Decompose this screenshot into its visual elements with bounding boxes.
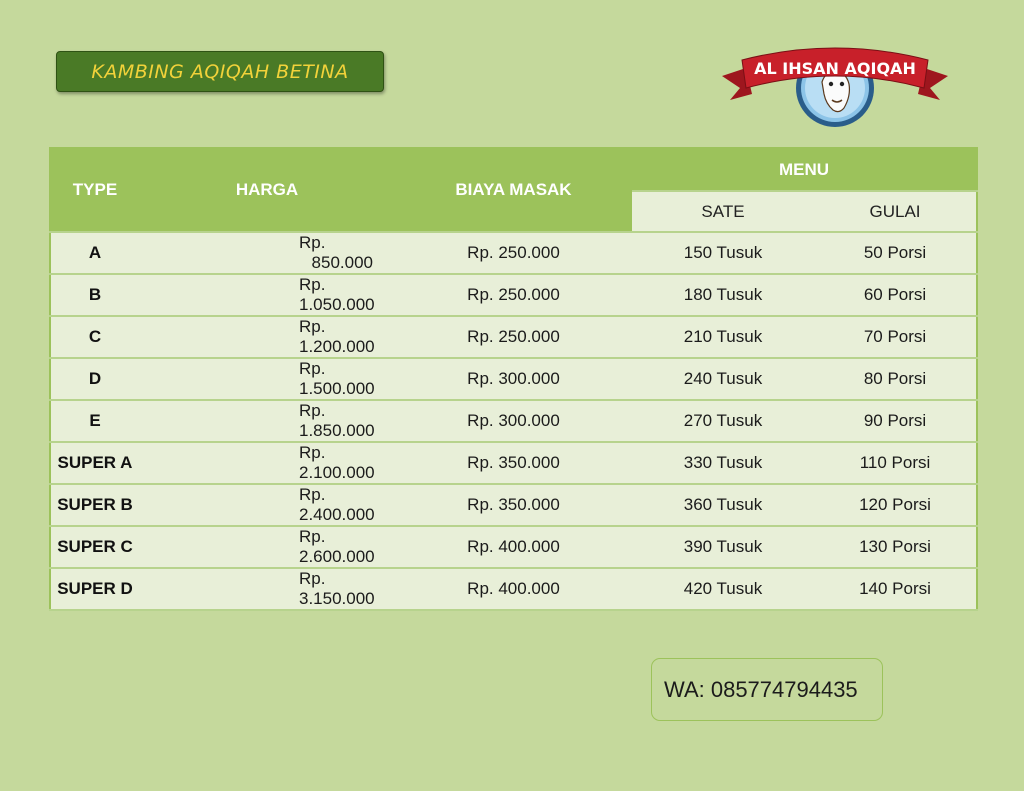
- page-title: KAMBING AQIQAH BETINA: [91, 60, 349, 83]
- cell-type: SUPER C: [50, 526, 139, 568]
- header-sate: SATE: [632, 191, 814, 232]
- cell-harga-currency: Rp.: [299, 485, 326, 504]
- header-type: TYPE: [50, 148, 139, 232]
- cell-type: SUPER A: [50, 442, 139, 484]
- cell-harga: [139, 442, 395, 484]
- cell-gulai: 60 Porsi: [814, 274, 977, 316]
- cell-biaya: Rp. 400.000: [395, 526, 632, 568]
- cell-harga-value: 850.000: [311, 253, 373, 272]
- cell-harga-currency: Rp.: [299, 275, 326, 294]
- cell-harga-currency: Rp.: [299, 359, 326, 378]
- cell-biaya: Rp. 350.000: [395, 442, 632, 484]
- cell-biaya: Rp. 250.000: [395, 232, 632, 274]
- cell-harga-value: 1.050.000: [299, 295, 375, 314]
- cell-gulai: 140 Porsi: [814, 568, 977, 610]
- cell-sate: 390 Tusuk: [632, 526, 814, 568]
- cell-harga-currency: Rp.: [299, 443, 326, 462]
- cell-gulai: 110 Porsi: [814, 442, 977, 484]
- cell-harga-value: 3.150.000: [299, 589, 375, 608]
- cell-gulai: 120 Porsi: [814, 484, 977, 526]
- goat-icon: [722, 34, 948, 130]
- table-body: [50, 232, 977, 610]
- cell-sate: 360 Tusuk: [632, 484, 814, 526]
- cell-harga-value: 1.200.000: [299, 337, 375, 356]
- logo-text: AL IHSAN AQIQAH: [754, 59, 916, 78]
- cell-type: C: [50, 316, 139, 358]
- cell-sate: 210 Tusuk: [632, 316, 814, 358]
- cell-sate: 150 Tusuk: [632, 232, 814, 274]
- cell-gulai: 80 Porsi: [814, 358, 977, 400]
- cell-harga: [139, 232, 395, 274]
- header-biaya-masak: BIAYA MASAK: [395, 148, 632, 232]
- cell-harga-value: 2.400.000: [299, 505, 375, 524]
- cell-harga: [139, 358, 395, 400]
- cell-harga-currency: Rp.: [299, 401, 326, 420]
- table-row: [50, 316, 977, 358]
- cell-gulai: 90 Porsi: [814, 400, 977, 442]
- cell-biaya: Rp. 350.000: [395, 484, 632, 526]
- page-title-box: [56, 51, 384, 92]
- cell-harga: [139, 274, 395, 316]
- cell-harga-value: 2.100.000: [299, 463, 375, 482]
- cell-harga-value: 2.600.000: [299, 547, 375, 566]
- cell-gulai: 70 Porsi: [814, 316, 977, 358]
- cell-biaya: Rp. 400.000: [395, 568, 632, 610]
- cell-biaya: Rp. 300.000: [395, 358, 632, 400]
- table-row: [50, 232, 977, 274]
- cell-sate: 180 Tusuk: [632, 274, 814, 316]
- header-menu: MENU: [632, 148, 977, 191]
- cell-sate: 330 Tusuk: [632, 442, 814, 484]
- cell-sate: 270 Tusuk: [632, 400, 814, 442]
- cell-type: SUPER D: [50, 568, 139, 610]
- cell-type: B: [50, 274, 139, 316]
- header-harga: HARGA: [139, 148, 395, 232]
- table-row: [50, 274, 977, 316]
- cell-type: SUPER B: [50, 484, 139, 526]
- cell-gulai: 50 Porsi: [814, 232, 977, 274]
- cell-type: A: [50, 232, 139, 274]
- cell-harga: [139, 316, 395, 358]
- cell-harga-currency: Rp.: [299, 527, 326, 546]
- cell-sate: 420 Tusuk: [632, 568, 814, 610]
- whatsapp-contact: [651, 658, 883, 721]
- cell-type: E: [50, 400, 139, 442]
- cell-harga: [139, 568, 395, 610]
- cell-harga: [139, 526, 395, 568]
- cell-harga-currency: Rp.: [299, 317, 326, 336]
- cell-biaya: Rp. 300.000: [395, 400, 632, 442]
- cell-harga-value: 1.500.000: [299, 379, 375, 398]
- table-row: [50, 358, 977, 400]
- cell-biaya: Rp. 250.000: [395, 316, 632, 358]
- cell-sate: 240 Tusuk: [632, 358, 814, 400]
- header-gulai: GULAI: [814, 191, 977, 232]
- cell-harga-value: 1.850.000: [299, 421, 375, 440]
- table-row: [50, 484, 977, 526]
- brand-logo: [722, 34, 948, 130]
- table-row: [50, 442, 977, 484]
- cell-gulai: 130 Porsi: [814, 526, 977, 568]
- table-row: [50, 568, 977, 610]
- cell-harga-currency: Rp.: [299, 233, 326, 252]
- cell-harga: [139, 484, 395, 526]
- cell-harga-currency: Rp.: [299, 569, 326, 588]
- cell-harga: [139, 400, 395, 442]
- cell-biaya: Rp. 250.000: [395, 274, 632, 316]
- whatsapp-number: WA: 085774794435: [664, 676, 858, 702]
- table-row: [50, 400, 977, 442]
- cell-type: D: [50, 358, 139, 400]
- price-table: [49, 147, 978, 611]
- table-row: [50, 526, 977, 568]
